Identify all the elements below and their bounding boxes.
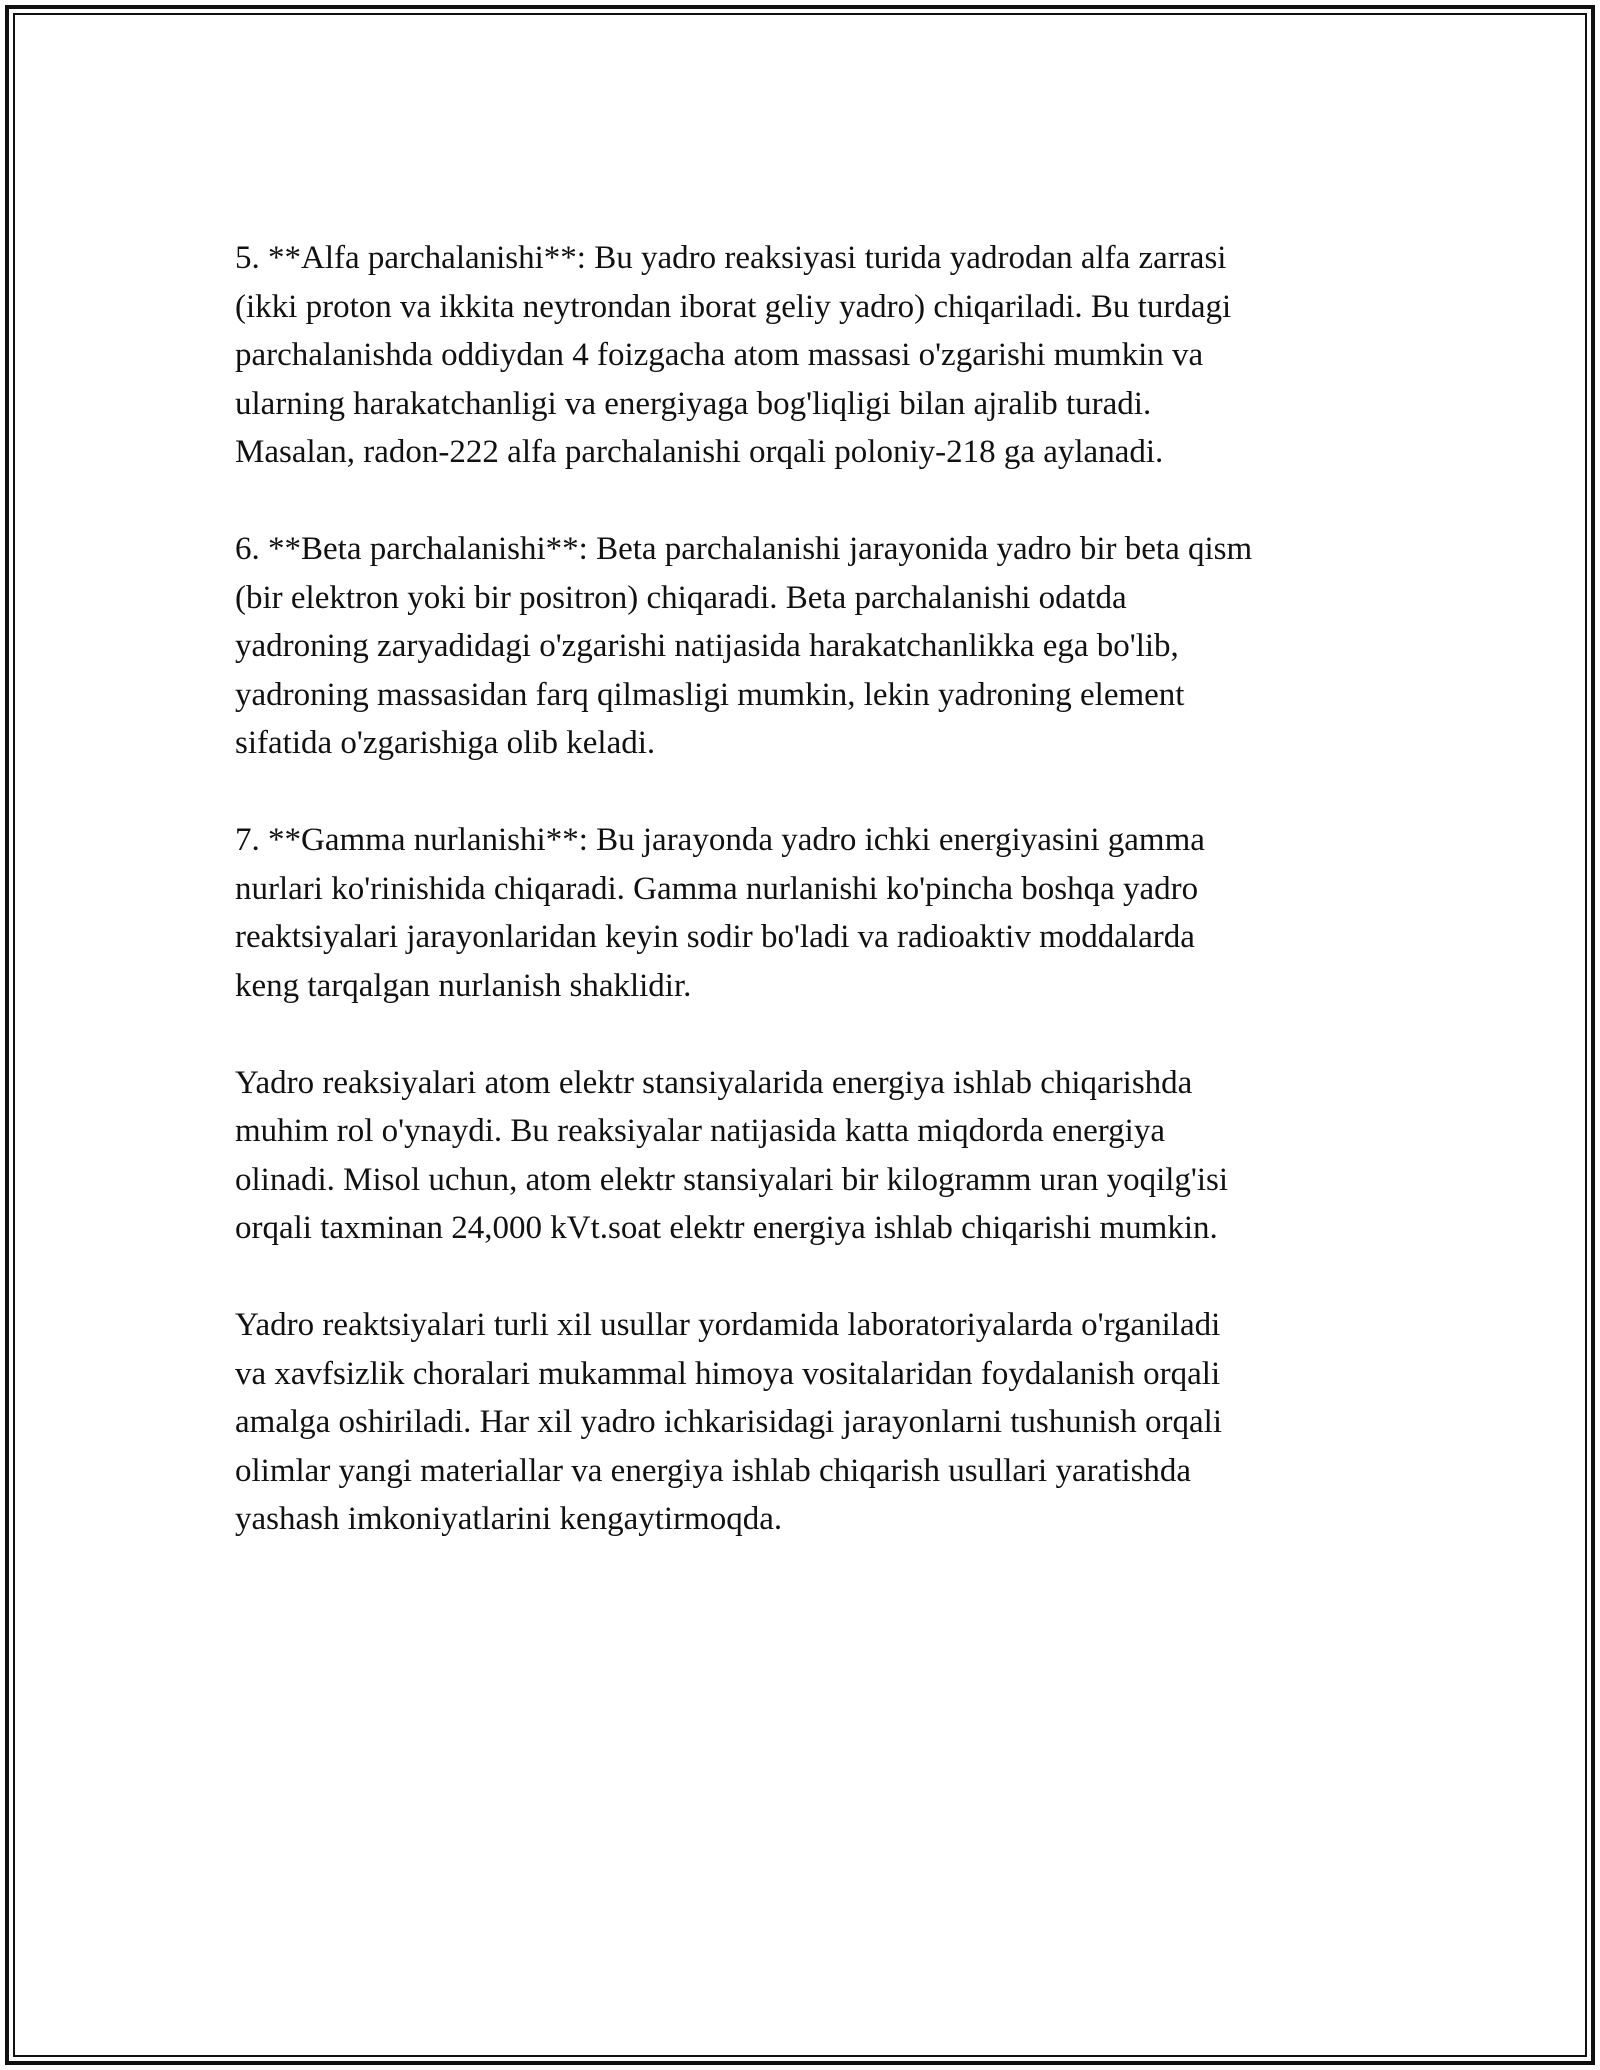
text-line: muhim rol o'ynaydi. Bu reaksiyalar natijasida katta miqdorda energiya: [235, 1113, 1165, 1149]
text-line: parchalanishda oddiydan 4 foizgacha atom massasi o'zgarishi mumkin va: [235, 337, 1204, 373]
text-line: 5. **Alfa parchalanishi**: Bu yadro reaksiyasi turida yadrodan alfa zarrasi: [235, 240, 1227, 276]
text-line: orqali taxminan 24,000 kVt.soat elektr energiya ishlab chiqarishi mumkin.: [235, 1210, 1218, 1246]
text-line: yadroning massasidan farq qilmasligi mumkin, lekin yadroning element: [235, 676, 1185, 713]
text-line: 7. **Gamma nurlanishi**: Bu jarayonda yadro ichki energiyasini gamma: [235, 822, 1205, 858]
paragraph-nuclear-power: [235, 1059, 1375, 1253]
text-line: Yadro reaktsiyalari turli xil usullar yordamida laboratoriyalarda o'rganiladi: [235, 1307, 1221, 1343]
text-line: amalga oshiriladi. Har xil yadro ichkarisidagi jarayonlarni tushunish orqali: [235, 1404, 1222, 1440]
paragraph-gamma-radiation: [235, 816, 1375, 1010]
text-line: Yadro reaksiyalari atom elektr stansiyalarida energiya ishlab chiqarishda: [235, 1064, 1193, 1101]
text-line: nurlari ko'rinishida chiqaradi. Gamma nurlanishi ko'pincha boshqa yadro: [235, 870, 1199, 907]
text-line: ularning harakatchanligi va energiyaga bog'liqligi bilan ajralib turadi.: [235, 385, 1152, 422]
text-line: yadroning zaryadidagi o'zgarishi natijasida harakatchanlikka ega bo'lib,: [235, 628, 1179, 664]
document-body: [235, 234, 1375, 1592]
text-line: keng tarqalgan nurlanish shaklidir.: [235, 967, 692, 1004]
paragraph-laboratory-research: [235, 1301, 1375, 1544]
text-line: Masalan, radon-222 alfa parchalanishi orqali poloniy-218 ga aylanadi.: [235, 434, 1164, 470]
text-line: 6. **Beta parchalanishi**: Beta parchalanishi jarayonida yadro bir beta qism: [235, 531, 1253, 567]
text-line: olimlar yangi materiallar va energiya ishlab chiqarish usullari yaratishda: [235, 1452, 1192, 1489]
text-line: (ikki proton va ikkita neytrondan iborat geliy yadro) chiqariladi. Bu turdagi: [235, 288, 1232, 325]
text-line: reaktsiyalari jarayonlaridan keyin sodir bo'ladi va radioaktiv moddalarda: [235, 919, 1195, 955]
paragraph-alpha-decay: [235, 234, 1375, 477]
text-line: yashash imkoniyatlarini kengaytirmoqda.: [235, 1501, 783, 1537]
text-line: sifatida o'zgarishiga olib keladi.: [235, 725, 656, 761]
text-line: va xavfsizlik choralari mukammal himoya vositalaridan foydalanish orqali: [235, 1355, 1221, 1392]
paragraph-beta-decay: [235, 525, 1375, 768]
text-line: (bir elektron yoki bir positron) chiqaradi. Beta parchalanishi odatda: [235, 579, 1127, 616]
text-line: olinadi. Misol uchun, atom elektr stansiyalari bir kilogramm uran yoqilg'isi: [235, 1161, 1229, 1198]
